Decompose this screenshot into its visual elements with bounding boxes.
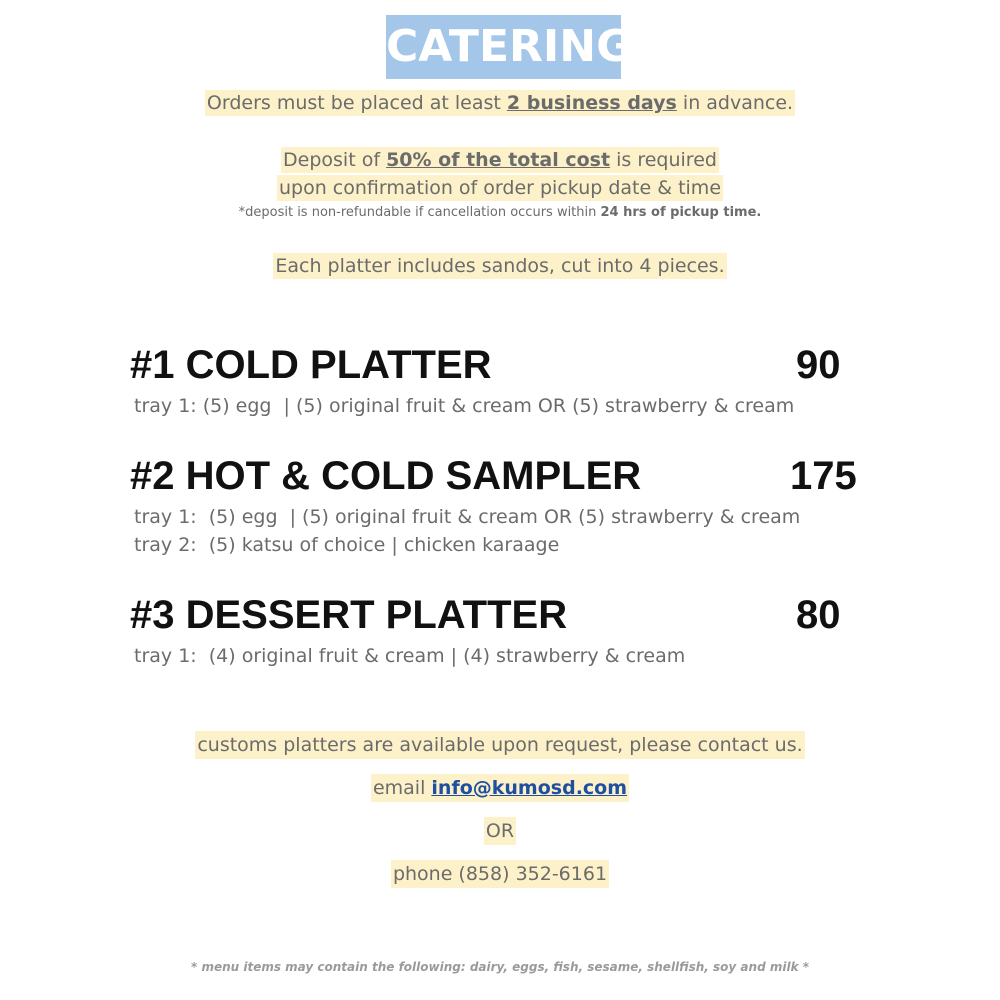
advance-bold: 2 business days: [506, 92, 677, 114]
deposit-prefix: Deposit of: [283, 149, 387, 171]
or-line: [0, 816, 1000, 846]
platter-note-text: Each platter includes sandos, cut into 4 pieces.: [275, 255, 725, 277]
advance-notice: [0, 89, 1000, 117]
deposit-notice-line2: [0, 174, 1000, 202]
or-text: OR: [484, 817, 516, 845]
email-label: email: [372, 777, 432, 799]
deposit-suffix: is required: [610, 149, 717, 171]
phone-line: [0, 859, 1000, 889]
deposit-bold: 50% of the total cost: [386, 149, 611, 171]
item-title-2: #2 HOT & COLD SAMPLER: [130, 454, 642, 498]
advance-suffix: in advance.: [676, 92, 794, 114]
deposit-notice: [0, 146, 1000, 174]
allergen-note: * menu items may contain the following: dairy, eggs, fish, sesame, shellfish, soy and milk *: [191, 960, 809, 974]
refund-bold: 24 hrs of pickup time.: [600, 205, 762, 220]
item-desc-2-line-2: tray 2: (5) katsu of choice | chicken karaage: [134, 534, 560, 556]
item-price-1: 90: [796, 343, 841, 387]
custom-note: [0, 730, 1000, 760]
item-desc-1-line-1: tray 1: (5) egg | (5) original fruit & cream OR (5) strawberry & cream: [134, 395, 795, 417]
custom-note-text: customs platters are available upon request, please contact us.: [195, 731, 804, 759]
refund-note: [0, 204, 1000, 222]
item-price-2: 175: [790, 454, 857, 498]
refund-prefix: *deposit is non-refundable if cancellation occurs within: [238, 205, 601, 220]
email-line: [0, 773, 1000, 803]
item-desc-2-line-1: tray 1: (5) egg | (5) original fruit & cream OR (5) strawberry & cream: [134, 506, 801, 528]
email-link[interactable]: info@kumosd.com: [431, 777, 628, 799]
page-title: CATERING: [386, 15, 621, 79]
item-title-3: #3 DESSERT PLATTER: [130, 593, 568, 637]
phone-text: phone (858) 352-6161: [391, 860, 609, 888]
item-price-3: 80: [796, 593, 841, 637]
item-title-1: #1 COLD PLATTER: [130, 343, 492, 387]
deposit-line2: upon confirmation of order pickup date & time: [278, 177, 722, 199]
item-desc-3-line-1: tray 1: (4) original fruit & cream | (4) strawberry & cream: [134, 645, 686, 667]
platter-note: [0, 252, 1000, 280]
advance-prefix: Orders must be placed at least: [206, 92, 507, 114]
